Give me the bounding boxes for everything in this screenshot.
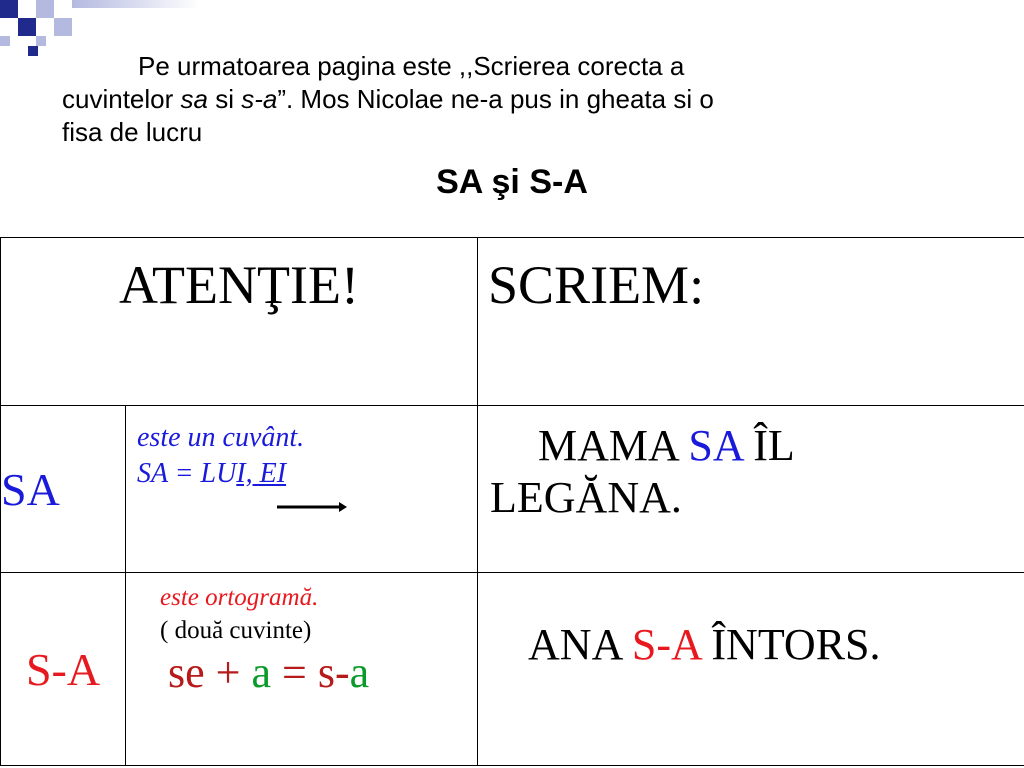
rule-sa-line2: SA = LUI, EI [137,458,287,489]
example-sa [478,406,1024,573]
page-title: SA şi S-A [436,163,588,201]
deco-square [54,18,72,36]
table-row [1,573,1024,766]
example-sa-line1: MAMA SA ÎL [538,421,795,470]
worksheet-table [0,237,1024,766]
example-sa-line2: LEGĂNA. [490,473,682,522]
rule-sa [126,406,478,573]
rule-s-a [126,573,478,766]
arrow-right-icon [277,500,347,514]
deco-square [36,0,54,18]
deco-square [18,18,36,36]
deco-square [0,36,10,46]
header-attention: ATENŢIE! [1,238,478,406]
intro-line2: cuvintelor sa si s-a”. Mos Nicolae ne-a pus in gheata si o [62,84,714,114]
formula: se + a = s-a [168,648,370,697]
intro-line3: fisa de lucru [62,117,203,147]
deco-square [0,0,18,18]
example-s-a: ANA S-A ÎNTORS. [478,573,1024,766]
intro-line1: Pe urmatoarea pagina este ,,Scrierea corecta a [138,51,685,81]
deco-square [72,0,200,8]
table-row [1,406,1024,573]
header-we-write: SCRIEM: [478,238,1024,406]
rule-sa-line1: este un cuvânt. [137,422,305,453]
table-header-row [1,238,1024,406]
deco-square [28,46,38,56]
word-s-a: S-A [1,573,126,766]
deco-square [36,36,46,46]
intro-paragraph [62,50,942,149]
word-sa: SA [1,406,126,573]
rule-s-a-line1: este ortogramă. [160,584,319,611]
rule-s-a-line2: ( două cuvinte) [160,617,312,644]
